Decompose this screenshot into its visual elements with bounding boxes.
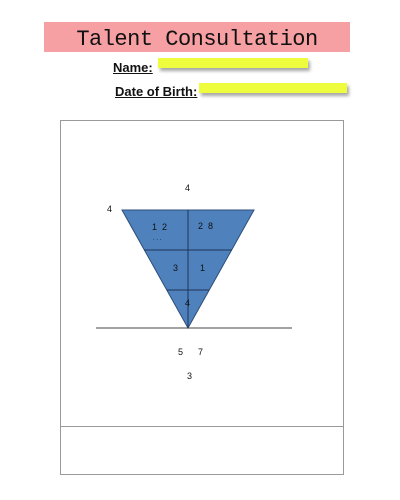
outside-top-number: 4	[185, 183, 191, 193]
cell-middle-left: 3	[173, 263, 179, 273]
name-label: Name:	[113, 60, 153, 75]
below-right-number: 7	[198, 347, 204, 357]
cell-middle-right: 1	[200, 263, 206, 273]
cell-upper-right: 2 8	[198, 221, 214, 231]
below-left-number: 5	[178, 347, 184, 357]
dob-label: Date of Birth:	[115, 84, 198, 99]
page-title: Talent Consultation	[44, 22, 350, 52]
cell-upper-left: 1 2	[152, 222, 168, 232]
bottom-number: 3	[187, 371, 193, 381]
outside-left-number: 4	[107, 204, 113, 214]
dots-mark: . . .	[153, 236, 162, 242]
cell-bottom: 4	[185, 298, 191, 308]
